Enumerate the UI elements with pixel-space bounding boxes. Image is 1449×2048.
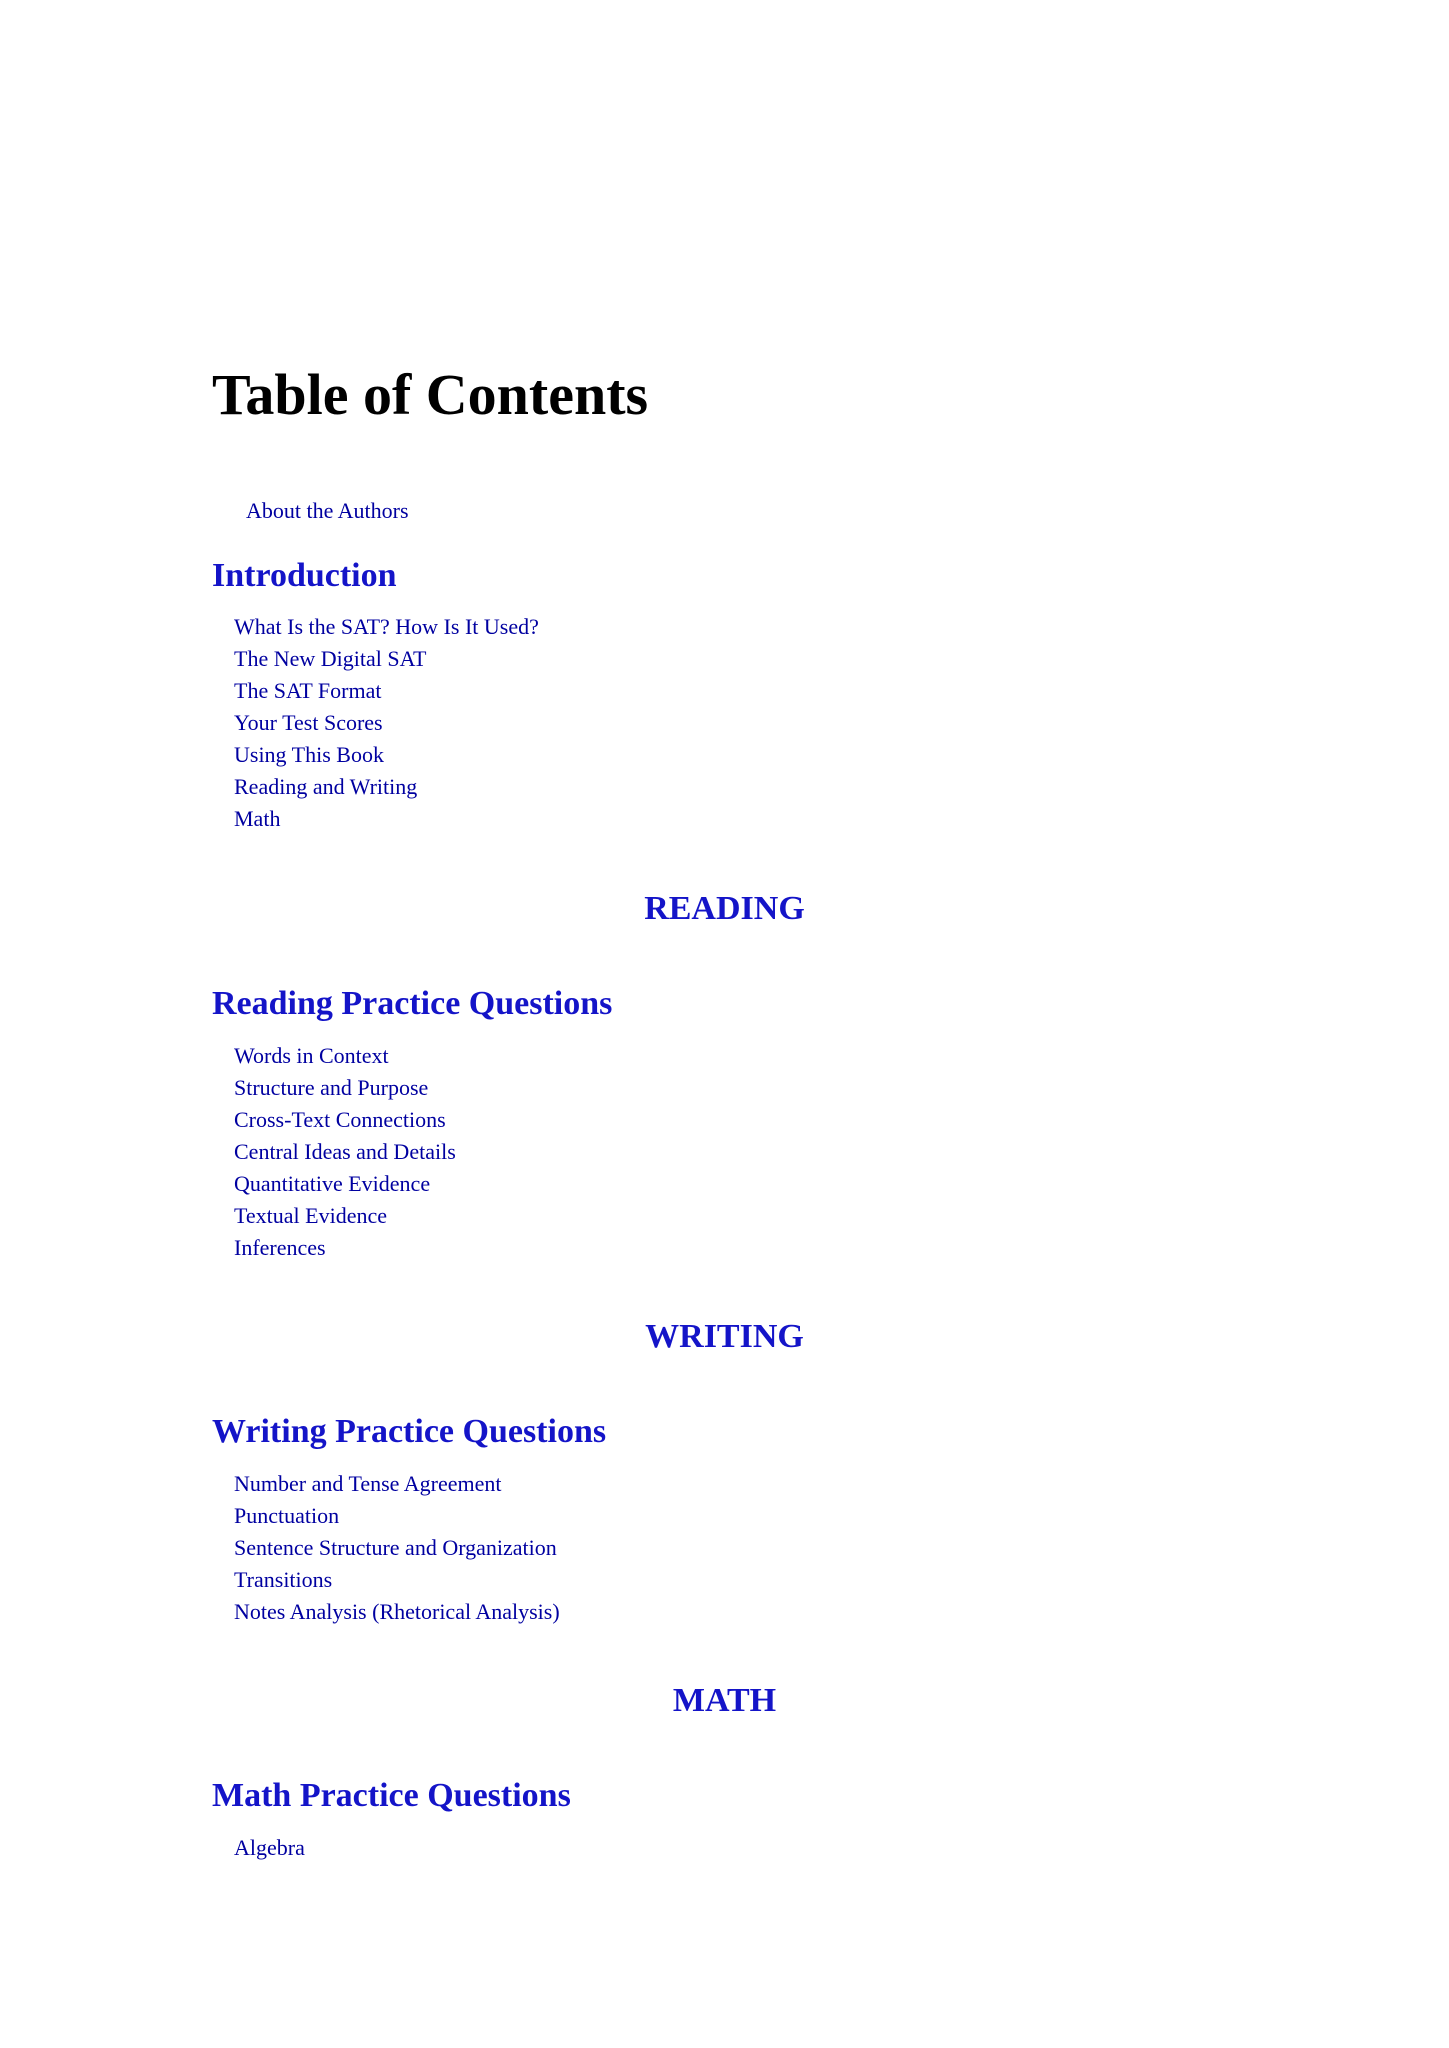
toc-link-structure-and-purpose[interactable]: Structure and Purpose: [234, 1075, 429, 1100]
writing-practice-link[interactable]: Writing Practice Questions: [212, 1413, 607, 1450]
math-part-link[interactable]: MATH: [672, 1682, 777, 1719]
chapter-heading-introduction[interactable]: [212, 559, 397, 593]
toc-link-central-ideas[interactable]: Central Ideas and Details: [234, 1139, 456, 1164]
part-heading-reading: [0, 892, 1449, 926]
chapter-heading-reading-practice[interactable]: [212, 987, 612, 1021]
toc-link-your-test-scores[interactable]: Your Test Scores: [234, 710, 383, 735]
toc-link-notes-analysis[interactable]: Notes Analysis (Rhetorical Analysis): [234, 1599, 560, 1624]
toc-link-punctuation[interactable]: Punctuation: [234, 1503, 340, 1528]
chapter-heading-writing-practice[interactable]: [212, 1415, 606, 1449]
toc-link-sat-format[interactable]: The SAT Format: [234, 678, 382, 703]
toc-link-sentence-structure[interactable]: Sentence Structure and Organization: [234, 1535, 557, 1560]
part-heading-writing: [0, 1320, 1449, 1354]
toc-link-new-digital-sat[interactable]: The New Digital SAT: [234, 646, 427, 671]
toc-link-cross-text-connections[interactable]: Cross-Text Connections: [234, 1107, 446, 1132]
toc-link-transitions[interactable]: Transitions: [234, 1567, 333, 1592]
toc-link-reading-and-writing[interactable]: Reading and Writing: [234, 774, 418, 799]
part-heading-math: [0, 1684, 1449, 1718]
introduction-link[interactable]: Introduction: [212, 557, 397, 594]
reading-practice-link[interactable]: Reading Practice Questions: [212, 985, 613, 1022]
math-practice-link[interactable]: Math Practice Questions: [212, 1777, 571, 1814]
toc-link-math[interactable]: Math: [234, 806, 281, 831]
page-title: Table of Contents: [212, 362, 649, 427]
toc-link-about-the-authors[interactable]: About the Authors: [246, 498, 409, 523]
toc-link-what-is-the-sat[interactable]: What Is the SAT? How Is It Used?: [234, 614, 539, 639]
toc-link-number-and-tense[interactable]: Number and Tense Agreement: [234, 1471, 502, 1496]
toc-link-inferences[interactable]: Inferences: [234, 1235, 326, 1260]
toc-link-algebra[interactable]: Algebra: [234, 1835, 305, 1860]
toc-link-textual-evidence[interactable]: Textual Evidence: [234, 1203, 388, 1228]
chapter-heading-math-practice[interactable]: [212, 1779, 571, 1813]
toc-link-words-in-context[interactable]: Words in Context: [234, 1043, 389, 1068]
toc-link-quantitative-evidence[interactable]: Quantitative Evidence: [234, 1171, 431, 1196]
writing-part-link[interactable]: WRITING: [645, 1318, 804, 1355]
reading-part-link[interactable]: READING: [644, 890, 805, 927]
toc-link-using-this-book[interactable]: Using This Book: [234, 742, 384, 767]
